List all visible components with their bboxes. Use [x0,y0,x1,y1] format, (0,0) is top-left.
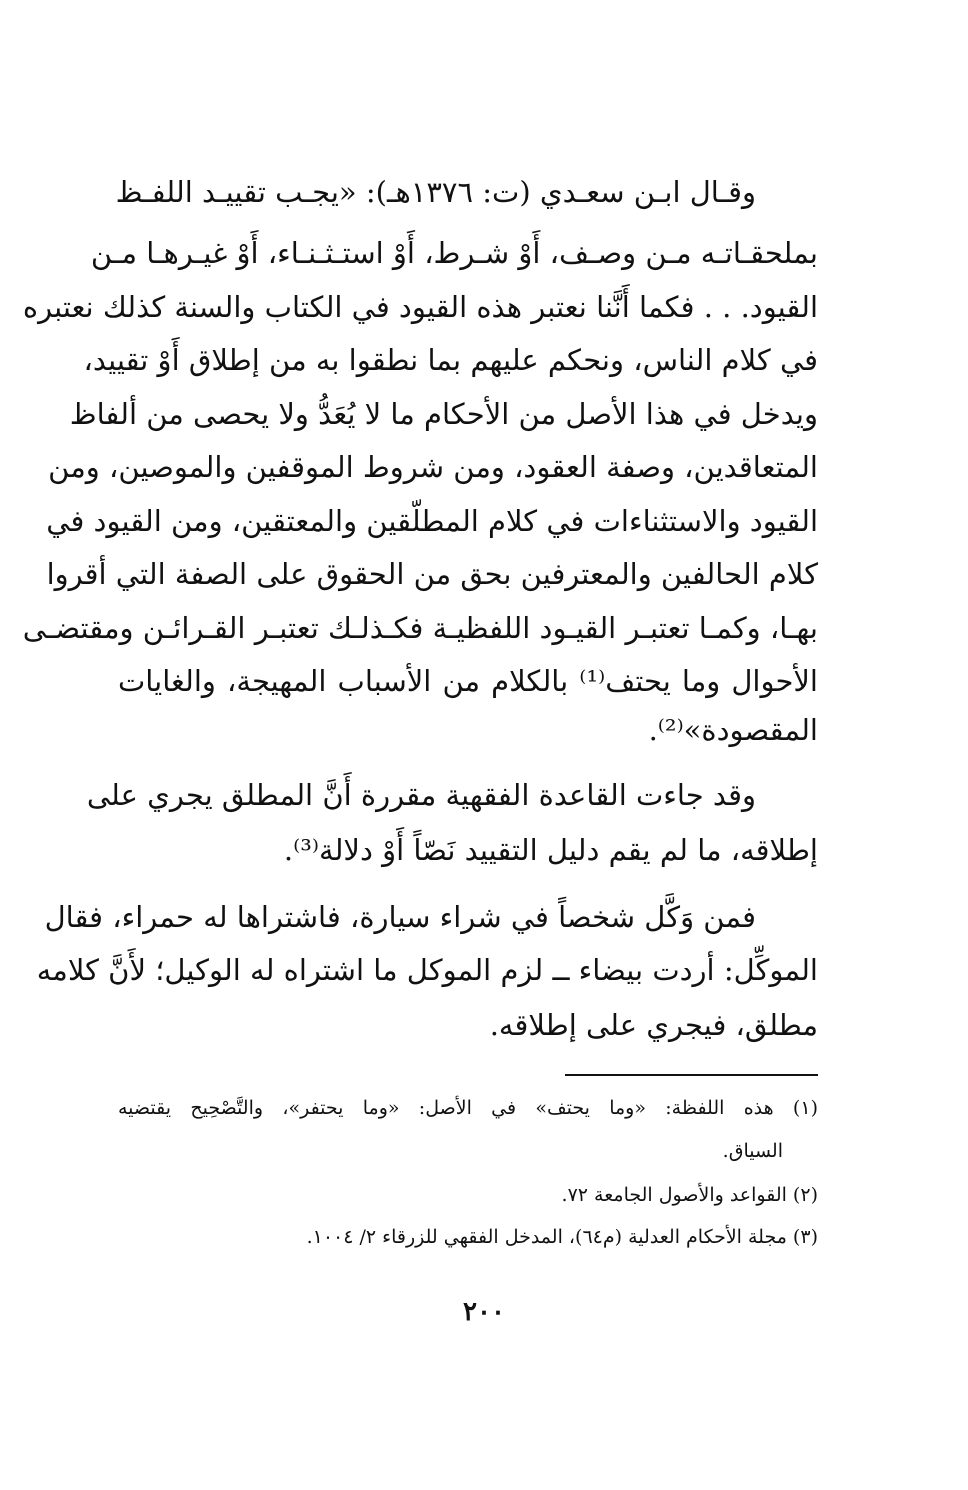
text-line-2: بملحقـاتـه مـن وصـف، أَوْ شـرط، أَوْ استـثـنـاء، أَوْ غيـرهـا مـن [90,236,818,270]
footnote-3: (٣) مجلة الأحكام العدلية (م٦٤)، المدخل الفقهي للزرقاء ٢/ ١٠٠٤. [306,1226,818,1248]
text-line-11: المقصودة»⁽²⁾. [648,713,818,747]
text-line-1: وقـال ابـن سعـدي (ت: ١٣٧٦هـ): «يجـب تقييـد اللفـظ [115,175,756,209]
text-line-15: الموكِّل: أردت بيضاء ــ لزم الموكل ما اشتراه له الوكيل؛ لأَنَّ كلامه [36,953,818,987]
text-line-13: إطلاقه، ما لم يقم دليل التقييد نَصّاً أَوْ دلالة⁽³⁾. [283,833,818,867]
text-line-7: القيود والاستثناءات في كلام المطلّقين والمعتقين، ومن القيود في [46,504,818,538]
text-line-10: الأحوال وما يحتف⁽¹⁾ بالكلام من الأسباب المهيجة، والغايات [118,664,818,698]
footnote-separator [565,1074,818,1076]
text-line-9: بهـا، وكمـا تعتبـر القيـود اللفظيـة فكـذلـك تعتبـر القـرائـن ومقتضـى [22,611,818,645]
footnote-1: (١) هذه اللفظة: «وما يحتف» في الأصل: «وما يحتفر»، والتَّصْحِيح يقتضيه [118,1097,818,1119]
text-line-4: في كلام الناس، ونحكم عليهم بما نطقوا به من إطلاق أَوْ تقييد، [83,343,818,377]
page-number: ٢٠٠ [463,1297,505,1327]
footnote-2: (٢) القواعد والأصول الجامعة ٧٢. [561,1184,818,1206]
text-line-8: كلام الحالفين والمعترفين بحق من الحقوق على الصفة التي أقروا [46,557,818,591]
text-line-3: القيود. . . فكما أَنَّنا نعتبر هذه القيود في الكتاب والسنة كذلك نعتبره [22,290,818,324]
text-line-16: مطلق، فيجري على إطلاقه. [489,1008,818,1042]
text-line-12: وقد جاءت القاعدة الفقهية مقررة أَنَّ المطلق يجري على [86,778,756,812]
footnote-1-continuation: السياق. [722,1140,783,1162]
text-line-14: فمن وَكَّل شخصاً في شراء سيارة، فاشتراها له حمراء، فقال [44,900,756,934]
text-line-5: ويدخل في هذا الأصل من الأحكام ما لا يُعَدُّ ولا يحصى من ألفاظ [69,397,818,431]
text-line-6: المتعاقدين، وصفة العقود، ومن شروط الموقفين والموصين، ومن [48,450,818,484]
